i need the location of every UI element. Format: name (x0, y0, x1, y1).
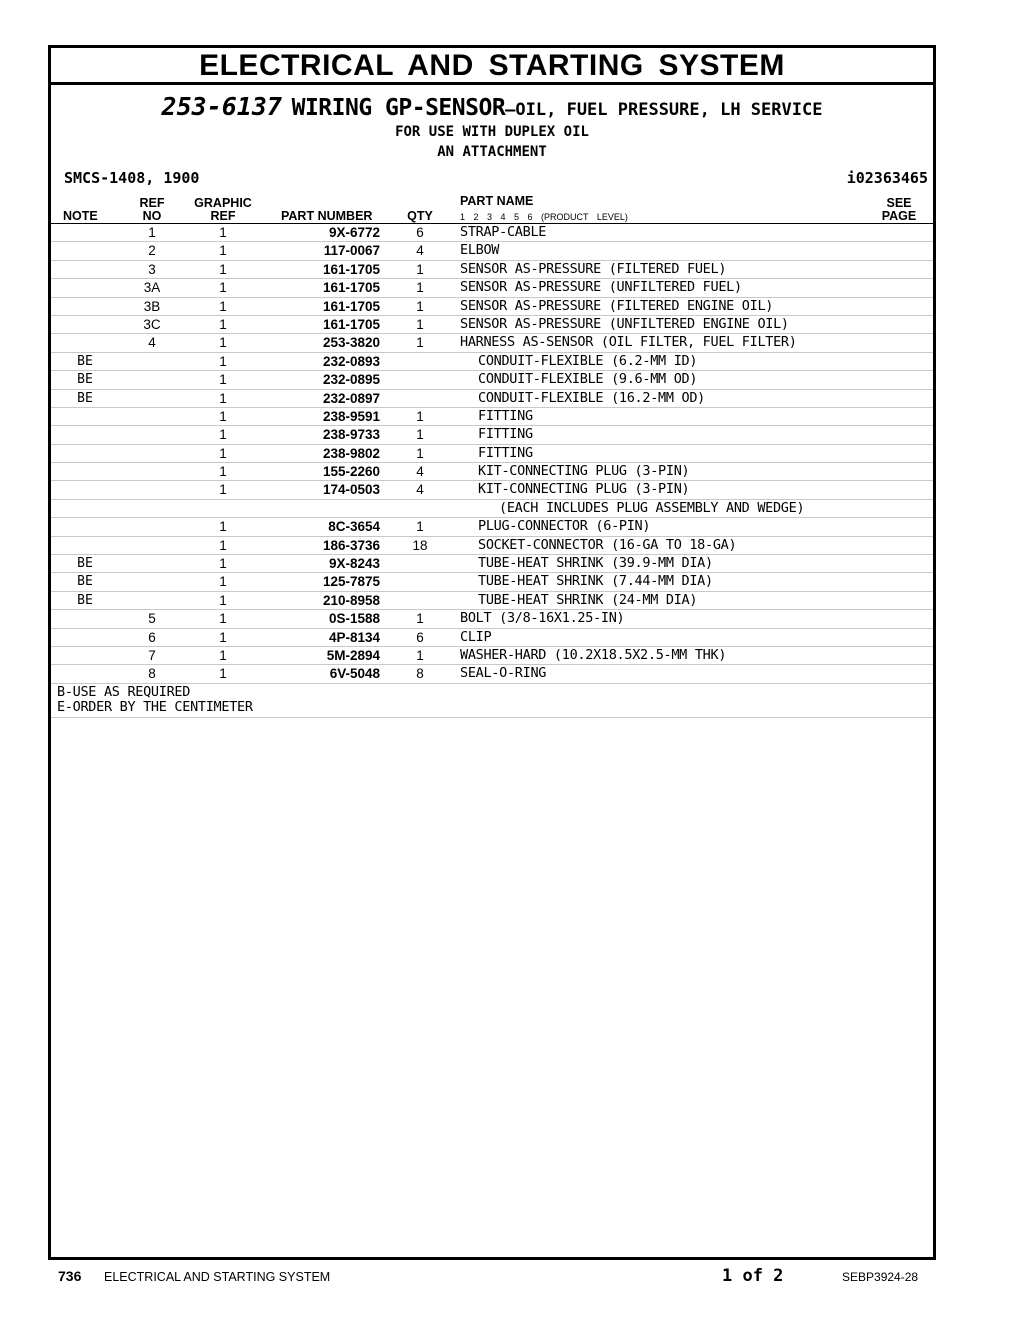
row-graphic-ref: 1 (219, 390, 227, 406)
table-row (51, 316, 933, 334)
row-qty: 4 (416, 243, 424, 259)
row-part-name: WASHER-HARD (10.2X18.5X2.5-MM THK) (460, 646, 727, 663)
document-id: SEBP3924-28 (842, 1270, 919, 1284)
row-qty: 6 (416, 225, 424, 240)
row-graphic-ref: 1 (219, 629, 227, 645)
row-part-name: KIT-CONNECTING PLUG (3-PIN) (478, 481, 690, 498)
row-part-name: SENSOR AS-PRESSURE (FILTERED ENGINE OIL) (460, 297, 774, 314)
table-row (51, 426, 933, 444)
subtitle-line-2: AN ATTACHMENT (437, 144, 547, 160)
table-row (51, 665, 933, 683)
row-part-number: 174-0503 (322, 482, 380, 498)
row-graphic-ref: 1 (219, 556, 227, 572)
row-ref-no: 6 (148, 629, 156, 645)
col-ref-bottom: NO (142, 209, 162, 223)
row-part-number: 210-8958 (322, 592, 380, 608)
row-graphic-ref: 1 (219, 316, 227, 332)
table-row (51, 334, 933, 352)
col-see-bottom: PAGE (881, 209, 917, 223)
row-graphic-ref: 1 (219, 519, 227, 535)
col-qty: QTY (407, 209, 433, 223)
info-id: i02363465 (846, 169, 928, 187)
row-part-name: FITTING (478, 426, 533, 443)
row-graphic-ref: 1 (219, 261, 227, 277)
row-ref-no: 3 (148, 261, 156, 277)
col-ref-top: REF (139, 196, 165, 210)
section-title: ELECTRICAL AND STARTING SYSTEM (51, 48, 933, 85)
page-footer (0, 1266, 1020, 1290)
row-qty: 1 (416, 316, 424, 332)
row-part-number: 6V-5048 (329, 666, 380, 682)
row-part-name: TUBE-HEAT SHRINK (39.9-MM DIA) (478, 555, 713, 572)
row-graphic-ref: 1 (219, 666, 227, 682)
row-note: BE (77, 372, 93, 388)
table-row (51, 390, 933, 408)
row-note: BE (77, 353, 93, 369)
group-name: WIRING GP-SENSOR (291, 95, 506, 121)
row-part-number: 232-0893 (322, 353, 380, 369)
row-note: BE (77, 574, 93, 590)
row-graphic-ref: 1 (219, 537, 227, 553)
table-row (51, 279, 933, 297)
row-ref-no: 3C (143, 316, 161, 332)
row-part-name: CLIP (460, 628, 492, 645)
table-row (51, 371, 933, 389)
notes-legend (57, 685, 253, 715)
row-part-number: 0S-1588 (328, 611, 380, 627)
row-qty: 4 (416, 464, 424, 480)
row-part-number: 5M-2894 (326, 647, 380, 663)
row-part-name: SEAL-O-RING (460, 665, 547, 682)
row-part-number: 4P-8134 (328, 629, 380, 645)
row-ref-no: 3A (143, 280, 161, 296)
row-qty: 1 (416, 408, 424, 424)
group-title (51, 92, 933, 121)
row-graphic-ref: 1 (219, 298, 227, 314)
row-part-name: HARNESS AS-SENSOR (OIL FILTER, FUEL FILTER) (460, 334, 797, 351)
row-note: BE (77, 390, 93, 406)
row-part-number: 238-9591 (322, 408, 380, 424)
row-graphic-ref: 1 (219, 372, 227, 388)
row-graphic-ref: 1 (219, 427, 227, 443)
note-line: E-ORDER BY THE CENTIMETER (57, 699, 253, 715)
row-part-name: CONDUIT-FLEXIBLE (16.2-MM OD) (478, 389, 706, 406)
row-part-name: KIT-CONNECTING PLUG (3-PIN) (478, 463, 690, 480)
row-graphic-ref: 1 (219, 225, 227, 240)
row-note: BE (77, 592, 93, 608)
row-graphic-ref: 1 (219, 353, 227, 369)
table-row (51, 573, 933, 591)
table-row (51, 555, 933, 573)
table-row (51, 298, 933, 316)
row-part-name: CONDUIT-FLEXIBLE (9.6-MM OD) (478, 371, 698, 388)
row-part-number: 232-0897 (322, 390, 380, 406)
col-note: NOTE (63, 209, 98, 223)
table-row (51, 629, 933, 647)
row-graphic-ref: 1 (219, 647, 227, 663)
row-part-name: FITTING (478, 444, 533, 461)
notes-divider (51, 717, 933, 718)
row-part-name: ELBOW (460, 242, 500, 259)
row-part-number: 9X-8243 (328, 556, 380, 572)
row-part-number: 161-1705 (322, 261, 380, 277)
row-qty: 1 (416, 427, 424, 443)
row-ref-no: 2 (148, 243, 156, 259)
row-ref-no: 4 (148, 335, 156, 351)
col-part-name: PART NAME (460, 194, 534, 208)
row-part-name: SENSOR AS-PRESSURE (UNFILTERED FUEL) (460, 279, 742, 296)
table-row (51, 610, 933, 628)
table-row (51, 242, 933, 260)
row-part-number: 155-2260 (322, 464, 380, 480)
row-note: BE (77, 556, 93, 572)
row-ref-no: 5 (148, 611, 156, 627)
row-part-number: 161-1705 (322, 280, 380, 296)
row-graphic-ref: 1 (219, 408, 227, 424)
table-row (51, 353, 933, 371)
table-header (51, 195, 933, 224)
page-of: 1 of 2 (722, 1266, 784, 1286)
row-part-number: 9X-6772 (328, 225, 380, 240)
row-qty: 1 (416, 298, 424, 314)
table-row (51, 518, 933, 536)
col-graphic-bottom: REF (210, 209, 236, 223)
note-line: B-USE AS REQUIRED (57, 684, 191, 700)
row-qty: 6 (416, 629, 424, 645)
row-graphic-ref: 1 (219, 280, 227, 296)
parts-frame (48, 45, 936, 1260)
row-graphic-ref: 1 (219, 482, 227, 498)
table-row (51, 408, 933, 426)
table-row (51, 592, 933, 610)
row-graphic-ref: 1 (219, 611, 227, 627)
row-graphic-ref: 1 (219, 464, 227, 480)
row-graphic-ref: 1 (219, 592, 227, 608)
row-qty: 18 (412, 537, 428, 553)
table-row (51, 463, 933, 481)
col-product-levels: 1 2 3 4 5 6 (PRODUCT LEVEL) (460, 212, 628, 222)
row-part-name: PLUG-CONNECTOR (6-PIN) (478, 518, 651, 535)
table-row (51, 500, 933, 518)
row-ref-no: 1 (148, 225, 156, 240)
row-part-name: (EACH INCLUDES PLUG ASSEMBLY AND WEDGE) (499, 499, 805, 516)
row-part-number: 186-3736 (322, 537, 380, 553)
col-part-number: PART NUMBER (281, 209, 373, 223)
row-part-number: 161-1705 (322, 298, 380, 314)
row-qty: 1 (416, 647, 424, 663)
parts-list (51, 224, 933, 684)
table-row (51, 537, 933, 555)
row-part-name: SENSOR AS-PRESSURE (UNFILTERED ENGINE OIL) (460, 315, 789, 332)
row-qty: 4 (416, 482, 424, 498)
row-part-name: SOCKET-CONNECTOR (16-GA TO 18-GA) (478, 536, 737, 553)
row-graphic-ref: 1 (219, 445, 227, 461)
row-part-number: 161-1705 (322, 316, 380, 332)
table-row (51, 445, 933, 463)
row-qty: 1 (416, 335, 424, 351)
row-part-name: TUBE-HEAT SHRINK (24-MM DIA) (478, 591, 698, 608)
group-part-number: 253-6137 (161, 92, 282, 121)
row-part-name: BOLT (3/8-16X1.25-IN) (460, 610, 625, 627)
row-part-number: 253-3820 (322, 335, 380, 351)
subtitle-line-1: FOR USE WITH DUPLEX OIL (395, 124, 589, 140)
row-graphic-ref: 1 (219, 335, 227, 351)
row-part-number: 232-0895 (322, 372, 380, 388)
row-ref-no: 3B (143, 298, 161, 314)
page-number: 736 (58, 1268, 82, 1284)
row-graphic-ref: 1 (219, 574, 227, 590)
footer-section: ELECTRICAL AND STARTING SYSTEM (104, 1270, 331, 1284)
group-suffix: —OIL, FUEL PRESSURE, LH SERVICE (505, 100, 823, 120)
row-qty: 1 (416, 611, 424, 627)
row-graphic-ref: 1 (219, 243, 227, 259)
row-part-number: 125-7875 (322, 574, 380, 590)
row-qty: 1 (416, 261, 424, 277)
row-part-number: 8C-3654 (328, 519, 380, 535)
row-part-name: FITTING (478, 407, 533, 424)
smcs-code: SMCS-1408, 1900 (64, 169, 200, 187)
row-qty: 8 (416, 666, 424, 682)
col-see-top: SEE (886, 196, 912, 210)
row-part-number: 238-9802 (322, 445, 380, 461)
table-row (51, 224, 933, 242)
table-row (51, 481, 933, 499)
table-row (51, 647, 933, 665)
row-ref-no: 7 (148, 647, 156, 663)
row-part-name: SENSOR AS-PRESSURE (FILTERED FUEL) (460, 260, 727, 277)
table-row (51, 261, 933, 279)
col-graphic-top: GRAPHIC (194, 196, 252, 210)
row-part-name: CONDUIT-FLEXIBLE (6.2-MM ID) (478, 352, 698, 369)
row-qty: 1 (416, 519, 424, 535)
row-part-number: 117-0067 (323, 243, 380, 259)
row-ref-no: 8 (148, 666, 156, 682)
row-part-number: 238-9733 (322, 427, 380, 443)
row-part-name: TUBE-HEAT SHRINK (7.44-MM DIA) (478, 573, 713, 590)
row-qty: 1 (416, 445, 424, 461)
row-qty: 1 (416, 280, 424, 296)
row-part-name: STRAP-CABLE (460, 224, 547, 240)
